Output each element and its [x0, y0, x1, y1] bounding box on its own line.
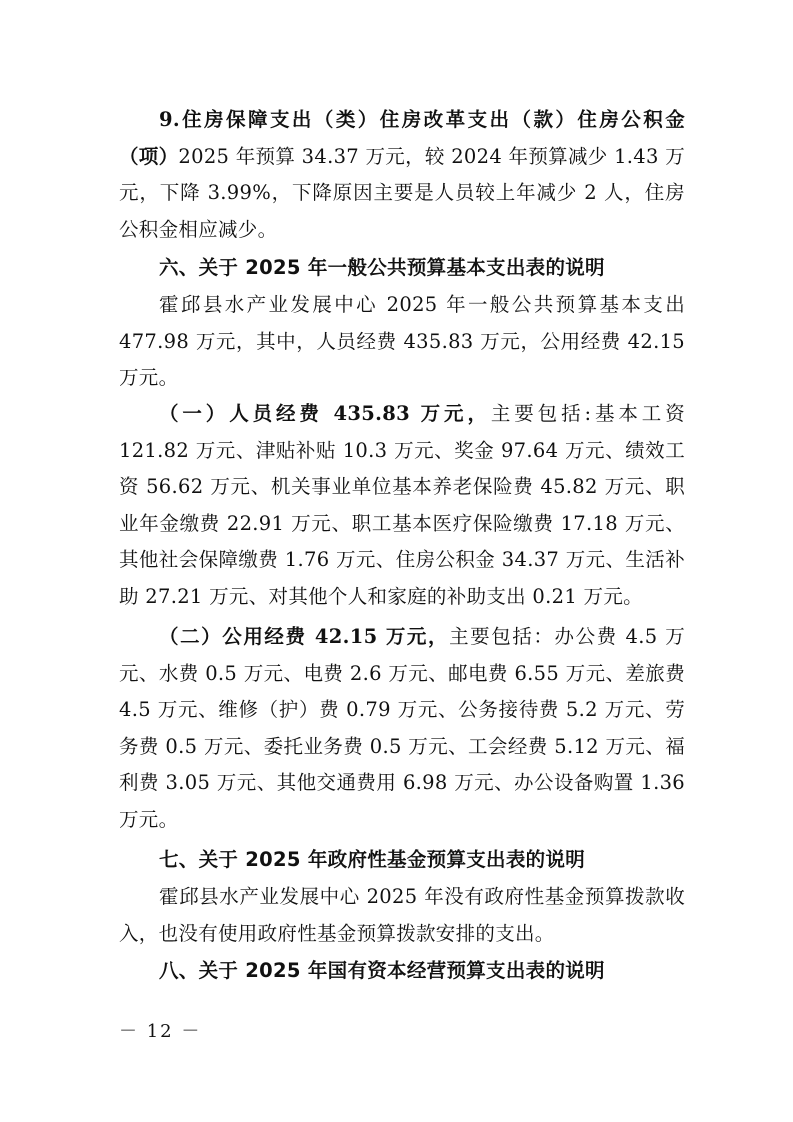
public-expenses-bold-lead: （二）公用经费 42.15 万元， [159, 625, 450, 648]
personnel-expenses-bold-lead: （一）人员经费 435.83 万元， [159, 402, 491, 425]
general-budget-paragraph: 霍邱县水产业发展中心 2025 年一般公共预算基本支出 477.98 万元，其中，人员经费 435.83 万元，公用经费 42.15 万元。 [119, 293, 685, 389]
personnel-expenses-paragraph [119, 396, 685, 615]
page-number: － 12 － [119, 1021, 202, 1042]
section-9-text: 2025 年预算 34.37 万元，较 2024 年预算减少 1.43 万元，下降 3.99%，下降原因主要是人员较上年减少 2 人，住房公积金相应减少。 [119, 144, 685, 241]
section-9-bold-lead: 9.住房保障支出（类）住房改革支出（款）住房公积金（项） [119, 108, 685, 168]
section-9-paragraph [119, 102, 685, 248]
heading-eight: 八、关于 2025 年国有资本经营预算支出表的说明 [159, 959, 605, 982]
heading-six: 六、关于 2025 年一般公共预算基本支出表的说明 [159, 256, 605, 279]
personnel-expenses-text: 主要包括:基本工资 121.82 万元、津贴补贴 10.3 万元、奖金 97.64 万元、绩效工资 56.62 万元、机关事业单位基本养老保险费 45.82 万元、职业年金缴费 22.91 万元、职工基本医疗保险缴费 17.18 万元、其他社会保障缴费 1.76 万元、住房公积金 34.37 万元、生活补助 27.21 万元、对其他个人和家庭的补助支出 0.21 万元。 [119, 402, 685, 608]
government-fund-paragraph: 霍邱县水产业发展中心 2025 年没有政府性基金预算拨款收入，也没有使用政府性基金预算拨款安排的支出。 [119, 885, 685, 945]
public-expenses-paragraph [119, 619, 685, 838]
heading-seven: 七、关于 2025 年政府性基金预算支出表的说明 [159, 848, 586, 871]
public-expenses-text: 主要包括：办公费 4.5 万元、水费 0.5 万元、电费 2.6 万元、邮电费 6.55 万元、差旅费 4.5 万元、维修（护）费 0.79 万元、公务接待费 5.2 万元、劳务费 0.5 万元、委托业务费 0.5 万元、工会经费 5.12 万元、福利费 3.05 万元、其他交通费用 6.98 万元、办公设备购置 1.36 万元。 [119, 625, 685, 831]
